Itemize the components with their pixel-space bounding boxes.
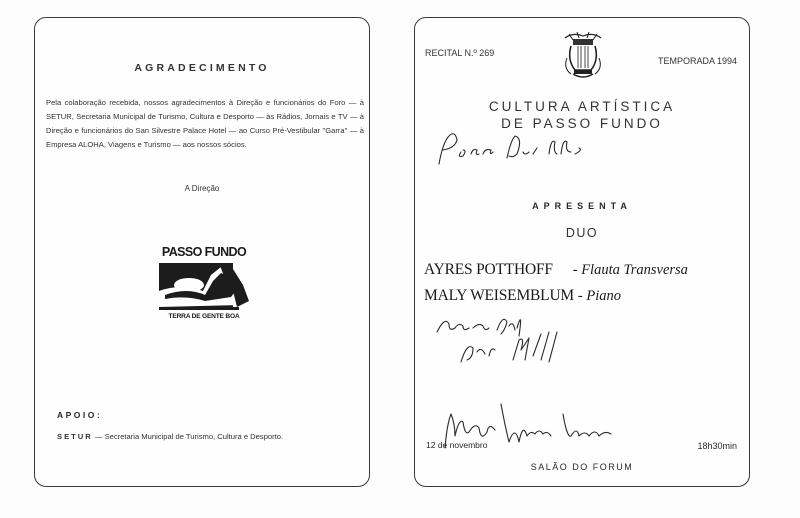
recital-number: RECITAL N.º 269 bbox=[425, 48, 495, 58]
performer-row bbox=[424, 287, 621, 305]
event-venue: SALÃO DO FORUM bbox=[530, 462, 634, 472]
presents-label: APRESENTA bbox=[532, 201, 632, 211]
ensemble-label: DUO bbox=[565, 226, 599, 240]
direction-signature: A Direção bbox=[184, 184, 220, 193]
support-line bbox=[57, 432, 283, 441]
acknowledgment-card bbox=[34, 17, 370, 487]
lyre-emblem-icon bbox=[559, 30, 607, 80]
event-time: 18h30min bbox=[697, 441, 737, 451]
organization-name bbox=[415, 98, 749, 132]
organization-line1: CULTURA ARTÍSTICA bbox=[488, 99, 676, 114]
performer-name: AYRES POTTHOFF bbox=[424, 261, 553, 278]
performer-instrument: - Piano bbox=[577, 288, 621, 304]
handwritten-dedication bbox=[433, 128, 603, 168]
acknowledgment-heading: AGRADECIMENTO bbox=[134, 62, 270, 74]
recital-program-card bbox=[414, 17, 750, 487]
passo-fundo-logo bbox=[157, 245, 251, 325]
logo-name: PASSO FUNDO bbox=[161, 245, 247, 259]
season-label: TEMPORADA 1994 bbox=[657, 56, 737, 66]
acknowledgment-text: Pela colaboração recebida, nossos agradecimentos à Direção e funcionários do Foro — à SETUR, Secretaria Municipal de Turismo, Cultura e Desporto — às Rádios, Jornais e TV — à Direção e funcionários do San Silvestre Palace Hotel — ao Curso Pré-Vestibular "Garra" — à Empresa ALOHA, Viagens e Turismo — aos nossos sócios. bbox=[46, 98, 364, 149]
event-date: 12 de novembro bbox=[426, 440, 488, 450]
sun-mountain-logo-icon bbox=[159, 261, 249, 313]
autograph-signature bbox=[433, 310, 583, 378]
support-heading: APOIO: bbox=[57, 410, 103, 420]
performer-row bbox=[424, 261, 688, 279]
support-org: SETUR bbox=[57, 432, 93, 441]
performer-instrument: - Flauta Transversa bbox=[572, 262, 688, 278]
logo-tagline: TERRA DE GENTE BOA bbox=[168, 313, 240, 320]
organization-line2: DE PASSO FUNDO bbox=[501, 116, 663, 131]
performer-name: MALY WEISEMBLUM bbox=[424, 287, 575, 304]
support-text: — Secretaria Municipal de Turismo, Cultura e Desporto. bbox=[94, 432, 284, 441]
